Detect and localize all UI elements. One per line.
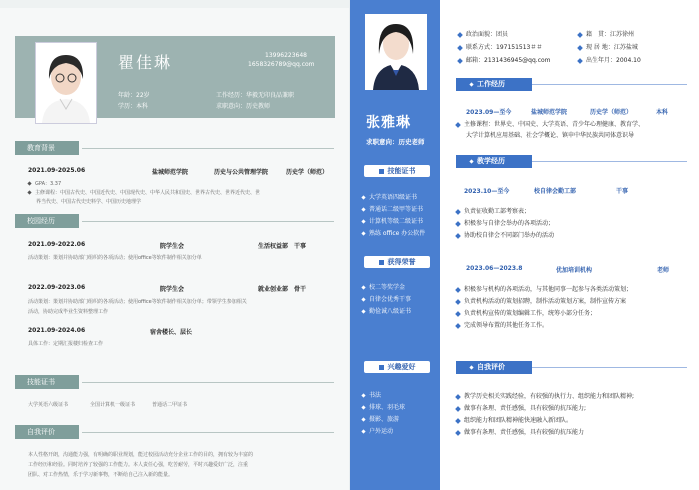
bullet-icon [455, 221, 461, 227]
info-phone: 联系方式：197151513＃＃ [458, 43, 542, 53]
campus-3-desc: 具体工作：定期汇报楼归检查工作 [28, 341, 104, 347]
left-education: 学历：本科 [118, 103, 149, 110]
skill-item: 大学英语六级证书 [28, 402, 69, 408]
info-politics: 政治面貌：团员 [458, 30, 508, 40]
bullet-icon [455, 233, 461, 239]
profile-photo-right [365, 14, 427, 90]
bullet-icon [457, 58, 463, 64]
bullet-icon [361, 393, 365, 397]
left-intention: 求职意向：历史教师 [216, 103, 271, 110]
eval-item: 做事有条理、责任感强，具有较强的抗压能力 [456, 428, 584, 438]
left-email: 1658326789@qq.com [248, 61, 315, 68]
campus-2-role: 就业创业部 骨干 [258, 286, 307, 293]
divider [532, 84, 687, 85]
eval-item: 做事有条理、责任感强，具有较强的抗压能力; [456, 404, 586, 414]
edu-major: 历史学（师范） [286, 169, 329, 176]
campus-3-org: 宿舍楼长、层长 [150, 329, 193, 336]
divider [82, 382, 334, 383]
work-course-1: 主修课程：世界史、中国史、大学英语、青少年心理健康、教育学、 [456, 120, 644, 130]
bullet-icon [361, 219, 365, 223]
divider [82, 148, 334, 149]
bullet-icon [361, 285, 365, 289]
bullet-icon [469, 82, 473, 86]
divider [532, 161, 687, 162]
bullet-icon [455, 406, 461, 412]
edu-gpa: GPA：3.37 [28, 180, 61, 188]
edu-date: 2021.09-2025.06 [28, 167, 86, 174]
section-eval-right: 自我评价 [456, 361, 532, 374]
left-name: 瞿佳琳 [118, 53, 173, 72]
skill-item: 全国计算机一级证书 [90, 402, 136, 408]
side-hobby-item: 摄影、旅游 [362, 415, 399, 425]
trophy-icon [379, 260, 384, 265]
cert-icon [379, 169, 384, 174]
campus-2-date: 2022.09-2023.06 [28, 284, 86, 291]
teach1-item: 协助校自律会不同部门举办的活动 [456, 231, 554, 241]
teach2-item: 完成领导布置的其他任务工作。 [456, 321, 548, 331]
bullet-icon [455, 323, 461, 329]
info-email: 邮箱：2131436945@qq.com [458, 56, 551, 66]
teach2-item: 负责机构活动的策划招聘，制作活动策划方案，制作宣传方案 [456, 297, 626, 307]
section-eval-left: 自我评价 [15, 425, 79, 439]
left-age: 年龄：22岁 [118, 92, 150, 99]
campus-2-desc-1: 活动策划：策划并协助部门组织的各项活动；使用office等软件制作相关加分单；带领学生参加相关 [28, 299, 247, 305]
side-cert-title: 技能证书 [364, 165, 430, 177]
work-school: 盐城师范学院 [531, 109, 568, 116]
side-honor-item: 自律会优秀干事 [362, 295, 411, 305]
section-edu-left: 教育背景 [15, 141, 79, 155]
edu-courses-2: 界当代史、中国古代史史料学、中国历史地理学 [36, 199, 142, 205]
side-honor-item: 校二等奖学金 [362, 283, 405, 293]
portrait-icon [36, 43, 96, 123]
section-campus-left: 校园经历 [15, 214, 79, 228]
bullet-icon [27, 190, 31, 194]
right-objective: 求职意向：历史老师 [366, 138, 425, 146]
side-hobby-item: 户外运动 [362, 427, 393, 437]
bullet-icon [361, 297, 365, 301]
bullet-icon [361, 309, 365, 313]
bullet-icon [469, 159, 473, 163]
section-work-right: 工作经历 [456, 78, 532, 91]
work-date: 2023.09—至今 [466, 109, 512, 116]
teach2-item: 负责机构宣传的策划编辑工作，统筹小部分任务； [456, 309, 596, 319]
eval-line-2: 工作经历和经验。同时培养了较强的工作能力。本人责任心强，吃苦耐劳，平时兴趣爱好广泛，注重 [28, 462, 249, 468]
bullet-icon [577, 32, 583, 38]
eval-item: 教学历史相关实践经验，有较强的执行力、组织能力和团队精神; [456, 392, 634, 402]
bullet-icon [361, 207, 365, 211]
edu-courses-1: 主修课程：中国古代史、中国近代史、中国现代史、中华人民共和国史、世界古代史、世界近代史、世 [28, 189, 260, 197]
side-honor-title: 获得荣誉 [364, 256, 430, 268]
campus-1-date: 2021.09-2022.06 [28, 241, 86, 248]
teach1-role: 干事 [616, 188, 629, 195]
portrait-icon [365, 14, 427, 90]
bullet-icon [457, 32, 463, 38]
bullet-icon [455, 430, 461, 436]
eval-line-3: 团队、对工作热情，乐于学习新事物，不断给自己注入新的能量。 [28, 472, 174, 478]
bullet-icon [455, 394, 461, 400]
info-hometown: 籍 贯：江苏徐州 [578, 30, 634, 40]
campus-1-desc: 活动策划：策划并协助部门组织的各项活动；使用office等软件制作相关加分单 [28, 255, 202, 261]
section-skills-left: 技能证书 [15, 375, 79, 389]
eval-item: 组织能力和团队精神能快速融入新团队。 [456, 416, 572, 426]
bullet-icon [577, 58, 583, 64]
campus-1-org: 院学生会 [160, 243, 185, 250]
bullet-icon [361, 231, 365, 235]
eval-line-1: 本人性格开朗，沟通能力强，有明确的职业规划，能过校园活动充分企业工作的目的，拥有较为丰富的 [28, 452, 254, 458]
bullet-icon [27, 181, 31, 185]
teach1-org: 校自律会勤工部 [534, 188, 577, 195]
side-honor-item: 勤俭诚八级证书 [362, 307, 411, 317]
bullet-icon [455, 122, 461, 128]
heart-icon [379, 365, 384, 370]
bullet-icon [455, 418, 461, 424]
bullet-icon [455, 311, 461, 317]
right-name: 张雅琳 [366, 115, 411, 131]
bullet-icon [577, 45, 583, 51]
teach1-item: 积极参与自律会举办的各项活动； [456, 219, 554, 229]
info-birth: 出生年月：2004.10 [578, 56, 641, 66]
side-cert-item: 熟练 office 办公软件 [362, 229, 425, 239]
skill-item: 普通话二甲证书 [152, 402, 188, 408]
work-degree: 本科 [656, 109, 669, 116]
divider [532, 367, 687, 368]
campus-1-role: 生活权益部 干事 [258, 243, 307, 250]
bullet-icon [455, 209, 461, 215]
bullet-icon [361, 405, 365, 409]
teach1-item: 负责征收勤工部考察表； [456, 207, 530, 217]
profile-photo-left [35, 42, 97, 124]
teach2-item: 积极参与机构的各项活动，与其他同事一起参与各类活动策划； [456, 285, 632, 295]
work-major: 历史学（师范） [590, 109, 633, 116]
edu-college: 历史与公共管理学院 [214, 169, 269, 176]
teach2-role: 老师 [657, 267, 670, 274]
left-experience: 工作经历：华毅无印良品兼职 [216, 92, 295, 99]
side-cert-item: 普通话二级甲等证书 [362, 205, 423, 215]
side-hobby-item: 排球、羽毛球 [362, 403, 405, 413]
side-cert-item: 大学英语四级证书 [362, 193, 417, 203]
bullet-icon [361, 429, 365, 433]
side-cert-item: 计算机等级二级证书 [362, 217, 423, 227]
bullet-icon [361, 417, 365, 421]
left-phone: 13996223648 [265, 52, 307, 59]
campus-2-desc-2: 活动，协助完成毕业生资料整理工作 [28, 309, 109, 315]
side-hobby-item: 书法 [362, 391, 381, 401]
divider [82, 221, 334, 222]
bullet-icon [457, 45, 463, 51]
side-hobby-title: 兴趣爱好 [364, 361, 430, 373]
campus-2-org: 院学生会 [160, 286, 185, 293]
section-teach-right: 教学经历 [456, 155, 532, 168]
teach2-org: 优加培训机构 [556, 267, 593, 274]
bullet-icon [361, 195, 365, 199]
bullet-icon [455, 299, 461, 305]
edu-school: 盐城师范学院 [152, 169, 189, 176]
info-residence: 现 居 地：江苏盐城 [578, 43, 638, 53]
campus-3-date: 2021.09-2024.06 [28, 327, 86, 334]
work-course-2: 大学计算机应用基础、社会学概论、镇申中华民族共同体意识导 [466, 132, 635, 139]
left-top-band [0, 0, 349, 8]
teach1-date: 2023.10—至今 [464, 188, 510, 195]
bullet-icon [455, 287, 461, 293]
divider [82, 432, 334, 433]
bullet-icon [469, 365, 473, 369]
teach2-date: 2023.06—2023.8 [466, 265, 523, 272]
